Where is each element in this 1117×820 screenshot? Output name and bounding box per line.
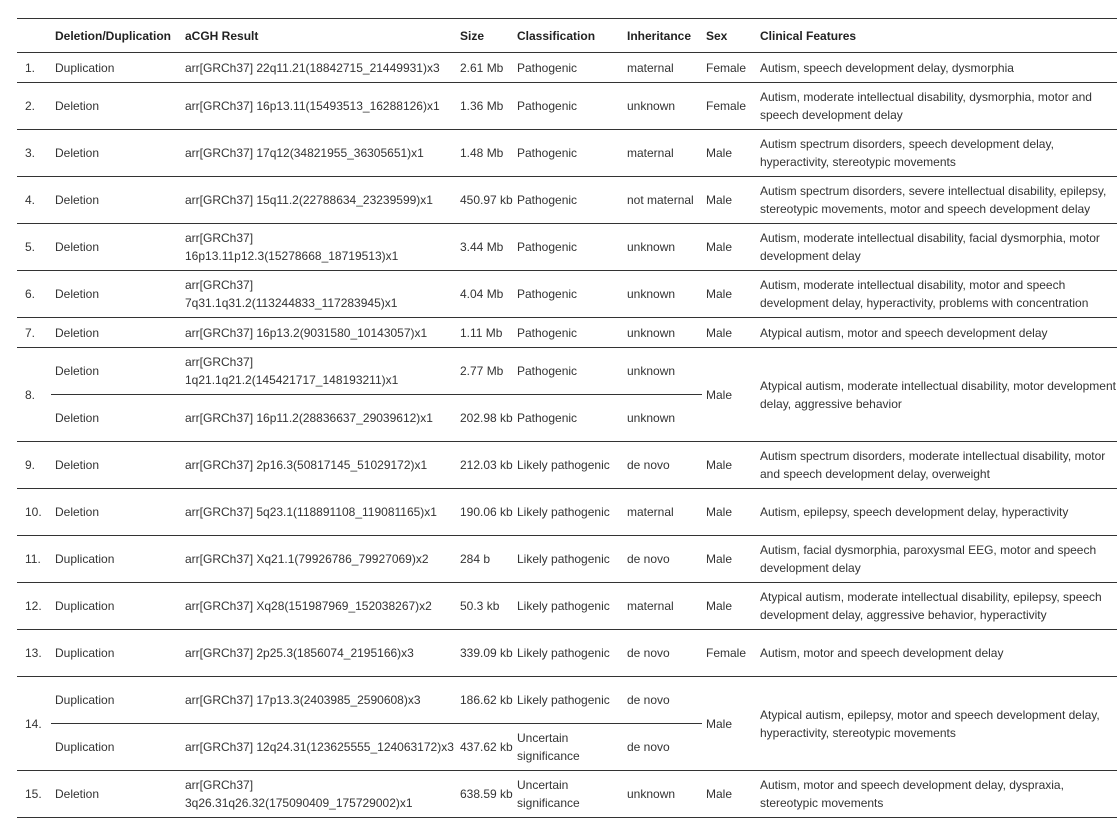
cell-type: Deletion xyxy=(51,489,181,536)
cell-clinical-features: Autism, moderate intellectual disability, facial dysmorphia, motor development delay xyxy=(756,224,1117,271)
cell-size: 1.36 Mb xyxy=(456,83,513,130)
cell-inheritance: unknown xyxy=(623,318,702,348)
table-row xyxy=(17,53,1117,83)
cell-inheritance: unknown xyxy=(623,224,702,271)
cell-acgh-result: arr[GRCh37] 3q26.31q26.32(175090409_175729002)x1 xyxy=(181,771,456,818)
cell-inheritance: unknown xyxy=(623,83,702,130)
cell-inheritance: unknown xyxy=(623,348,702,395)
row-number: 3. xyxy=(17,130,51,177)
table-row xyxy=(17,224,1117,271)
row-number: 1. xyxy=(17,53,51,83)
cell-size: 50.3 kb xyxy=(456,583,513,630)
table-row xyxy=(17,318,1117,348)
cell-clinical-features: Atypical autism, moderate intellectual disability, epilepsy, speech development delay, aggressive behavior, hyperactivity xyxy=(756,583,1117,630)
cell-inheritance: unknown xyxy=(623,271,702,318)
cell-inheritance: de novo xyxy=(623,630,702,677)
cell-classification: Likely pathogenic xyxy=(513,536,623,583)
cnv-table-container xyxy=(17,18,1117,818)
cell-size: 4.04 Mb xyxy=(456,271,513,318)
cell-acgh-result: arr[GRCh37] 5q23.1(118891108_119081165)x1 xyxy=(181,489,456,536)
cell-clinical-features: Autism, motor and speech development delay xyxy=(756,630,1117,677)
cell-sex: Male xyxy=(702,224,756,271)
cell-inheritance: maternal xyxy=(623,489,702,536)
cell-inheritance: not maternal xyxy=(623,177,702,224)
cell-sex: Female xyxy=(702,53,756,83)
cell-classification: Pathogenic xyxy=(513,83,623,130)
cell-acgh-result: arr[GRCh37] 1q21.1q21.2(145421717_148193211)x1 xyxy=(181,348,456,395)
cell-size: 212.03 kb xyxy=(456,442,513,489)
cell-sex: Female xyxy=(702,630,756,677)
cell-sex: Male xyxy=(702,442,756,489)
cell-size: 638.59 kb xyxy=(456,771,513,818)
cell-clinical-features: Autism, speech development delay, dysmorphia xyxy=(756,53,1117,83)
cell-classification: Uncertain significance xyxy=(513,771,623,818)
cell-size: 1.11 Mb xyxy=(456,318,513,348)
cell-acgh-result: arr[GRCh37] 16p13.2(9031580_10143057)x1 xyxy=(181,318,456,348)
cell-type: Duplication xyxy=(51,677,181,724)
cell-inheritance: de novo xyxy=(623,724,702,771)
table-row xyxy=(17,442,1117,489)
cell-size: 2.61 Mb xyxy=(456,53,513,83)
cell-sex: Female xyxy=(702,83,756,130)
row-number: 9. xyxy=(17,442,51,489)
cell-clinical-features: Autism spectrum disorders, speech development delay, hyperactivity, stereotypic movements xyxy=(756,130,1117,177)
cell-clinical-features: Autism spectrum disorders, severe intellectual disability, epilepsy, stereotypic movements, motor and speech development delay xyxy=(756,177,1117,224)
cell-size: 190.06 kb xyxy=(456,489,513,536)
header-col-sex: Sex xyxy=(702,19,756,53)
cell-type: Deletion xyxy=(51,442,181,489)
row-number: 10. xyxy=(17,489,51,536)
cell-sex: Male xyxy=(702,177,756,224)
cell-clinical-features: Autism, moderate intellectual disability, dysmorphia, motor and speech development delay xyxy=(756,83,1117,130)
cell-classification: Likely pathogenic xyxy=(513,489,623,536)
cell-acgh-result: arr[GRCh37] 16p13.11(15493513_16288126)x1 xyxy=(181,83,456,130)
cell-classification: Likely pathogenic xyxy=(513,583,623,630)
row-number: 11. xyxy=(17,536,51,583)
cell-inheritance: maternal xyxy=(623,53,702,83)
table-row xyxy=(17,271,1117,318)
cell-clinical-features: Atypical autism, motor and speech development delay xyxy=(756,318,1117,348)
cell-sex: Male xyxy=(702,677,756,771)
cell-acgh-result: arr[GRCh37] 16p13.11p12.3(15278668_18719513)x1 xyxy=(181,224,456,271)
cell-type: Duplication xyxy=(51,724,181,771)
cell-type: Duplication xyxy=(51,536,181,583)
header-col-size: Size xyxy=(456,19,513,53)
cell-sex: Male xyxy=(702,583,756,630)
cnv-table xyxy=(17,18,1117,818)
cell-acgh-result: arr[GRCh37] 15q11.2(22788634_23239599)x1 xyxy=(181,177,456,224)
cell-type: Deletion xyxy=(51,395,181,442)
cell-type: Deletion xyxy=(51,348,181,395)
cell-acgh-result: arr[GRCh37] 17p13.3(2403985_2590608)x3 xyxy=(181,677,456,724)
row-number: 8. xyxy=(17,348,51,442)
cell-classification: Likely pathogenic xyxy=(513,630,623,677)
cell-size: 3.44 Mb xyxy=(456,224,513,271)
table-row xyxy=(17,630,1117,677)
cell-sex: Male xyxy=(702,318,756,348)
cell-clinical-features: Autism, moderate intellectual disability, motor and speech development delay, hyperactivity, problems with concentration xyxy=(756,271,1117,318)
table-row xyxy=(17,177,1117,224)
cell-classification: Pathogenic xyxy=(513,224,623,271)
cell-clinical-features: Autism spectrum disorders, moderate intellectual disability, motor and speech development delay, overweight xyxy=(756,442,1117,489)
cell-clinical-features: Autism, facial dysmorphia, paroxysmal EEG, motor and speech development delay xyxy=(756,536,1117,583)
row-number: 12. xyxy=(17,583,51,630)
table-row xyxy=(17,771,1117,818)
cell-classification: Pathogenic xyxy=(513,318,623,348)
cell-type: Duplication xyxy=(51,583,181,630)
cell-size: 202.98 kb xyxy=(456,395,513,442)
table-row xyxy=(17,489,1117,536)
cell-acgh-result: arr[GRCh37] 2p16.3(50817145_51029172)x1 xyxy=(181,442,456,489)
cell-type: Deletion xyxy=(51,177,181,224)
cell-inheritance: unknown xyxy=(623,771,702,818)
cell-type: Deletion xyxy=(51,771,181,818)
row-number: 2. xyxy=(17,83,51,130)
cell-inheritance: de novo xyxy=(623,442,702,489)
cell-acgh-result: arr[GRCh37] 12q24.31(123625555_124063172)x3 xyxy=(181,724,456,771)
cell-acgh-result: arr[GRCh37] 22q11.21(18842715_21449931)x3 xyxy=(181,53,456,83)
cell-size: 186.62 kb xyxy=(456,677,513,724)
cell-acgh-result: arr[GRCh37] Xq28(151987969_152038267)x2 xyxy=(181,583,456,630)
row-number: 7. xyxy=(17,318,51,348)
row-number: 5. xyxy=(17,224,51,271)
cell-sex: Male xyxy=(702,536,756,583)
cell-clinical-features: Autism, motor and speech development delay, dyspraxia, stereotypic movements xyxy=(756,771,1117,818)
cell-classification: Likely pathogenic xyxy=(513,442,623,489)
cell-type: Deletion xyxy=(51,224,181,271)
cell-inheritance: de novo xyxy=(623,536,702,583)
row-number: 14. xyxy=(17,677,51,771)
table-row xyxy=(17,536,1117,583)
cell-classification: Likely pathogenic xyxy=(513,677,623,724)
cell-type: Duplication xyxy=(51,630,181,677)
cell-clinical-features: Atypical autism, epilepsy, motor and speech development delay, hyperactivity, stereotypic movements xyxy=(756,677,1117,771)
header-col-clinical-features: Clinical Features xyxy=(756,19,1117,53)
cell-sex: Male xyxy=(702,489,756,536)
cell-size: 2.77 Mb xyxy=(456,348,513,395)
cell-sex: Male xyxy=(702,348,756,442)
table-row xyxy=(17,677,1117,724)
cell-acgh-result: arr[GRCh37] 17q12(34821955_36305651)x1 xyxy=(181,130,456,177)
row-number: 4. xyxy=(17,177,51,224)
cell-acgh-result: arr[GRCh37] 7q31.1q31.2(113244833_117283945)x1 xyxy=(181,271,456,318)
header-col-acgh-result: aCGH Result xyxy=(181,19,456,53)
cell-sex: Male xyxy=(702,130,756,177)
cell-inheritance: maternal xyxy=(623,130,702,177)
cell-acgh-result: arr[GRCh37] 2p25.3(1856074_2195166)x3 xyxy=(181,630,456,677)
cell-sex: Male xyxy=(702,771,756,818)
cell-clinical-features: Atypical autism, moderate intellectual disability, motor development delay, aggressive behavior xyxy=(756,348,1117,442)
cell-type: Duplication xyxy=(51,53,181,83)
table-row xyxy=(17,130,1117,177)
cell-type: Deletion xyxy=(51,271,181,318)
cell-type: Deletion xyxy=(51,318,181,348)
cell-classification: Uncertain significance xyxy=(513,724,623,771)
table-row xyxy=(17,583,1117,630)
cell-classification: Pathogenic xyxy=(513,395,623,442)
cell-size: 284 b xyxy=(456,536,513,583)
header-row xyxy=(17,19,1117,53)
cell-classification: Pathogenic xyxy=(513,177,623,224)
cell-classification: Pathogenic xyxy=(513,271,623,318)
header-col-inheritance: Inheritance xyxy=(623,19,702,53)
cell-size: 1.48 Mb xyxy=(456,130,513,177)
cell-type: Deletion xyxy=(51,130,181,177)
row-number: 13. xyxy=(17,630,51,677)
cell-acgh-result: arr[GRCh37] Xq21.1(79926786_79927069)x2 xyxy=(181,536,456,583)
header-col-classification: Classification xyxy=(513,19,623,53)
cell-type: Deletion xyxy=(51,83,181,130)
cell-clinical-features: Autism, epilepsy, speech development delay, hyperactivity xyxy=(756,489,1117,536)
table-row xyxy=(17,83,1117,130)
header-col-number xyxy=(17,19,51,53)
cell-size: 450.97 kb xyxy=(456,177,513,224)
row-number: 6. xyxy=(17,271,51,318)
table-body xyxy=(17,53,1117,818)
row-number: 15. xyxy=(17,771,51,818)
cell-inheritance: unknown xyxy=(623,395,702,442)
cell-sex: Male xyxy=(702,271,756,318)
table-row xyxy=(17,348,1117,395)
cell-size: 437.62 kb xyxy=(456,724,513,771)
cell-inheritance: de novo xyxy=(623,677,702,724)
cell-inheritance: maternal xyxy=(623,583,702,630)
cell-classification: Pathogenic xyxy=(513,130,623,177)
cell-classification: Pathogenic xyxy=(513,348,623,395)
cell-acgh-result: arr[GRCh37] 16p11.2(28836637_29039612)x1 xyxy=(181,395,456,442)
cell-size: 339.09 kb xyxy=(456,630,513,677)
header-col-deletion-duplication: Deletion/Duplication xyxy=(51,19,181,53)
cell-classification: Pathogenic xyxy=(513,53,623,83)
